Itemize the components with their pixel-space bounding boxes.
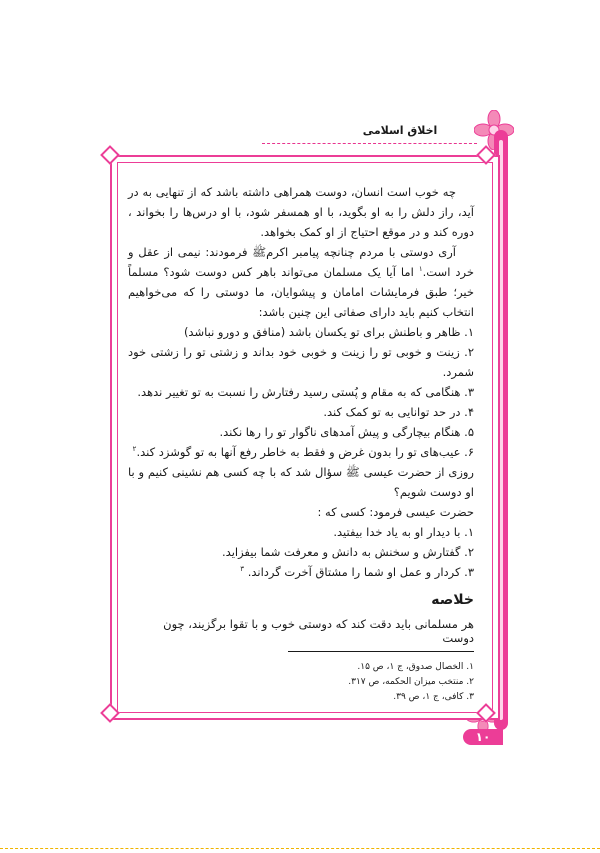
footnote-marker: ۲ [132,445,137,454]
list-item: ۲. گفتارش و سخنش به دانش و معرفت شما بیفزاید. [222,545,474,559]
footnote: ۳. کافی، ج ۱، ص ۳۹. [393,692,474,702]
list-item: ۱. با دیدار او به یاد خدا بیفتید. [333,525,474,539]
paragraph: روزی از حضرت عیسی ﷺ سؤال شد که با چه کسی هم نشینی کنیم و با او دوست شویم؟ [128,465,474,499]
paragraph: حضرت عیسی فرمود: کسی که : [317,505,474,519]
list-item: ۴. در حد توانایی به تو کمک کند. [323,405,474,419]
body-text [128,182,474,582]
footnote: ۱. الخصال صدوق، ج ۱، ص ۱۵. [357,662,474,672]
list-item: ۶. عیب‌های تو را بدون غرض و فقط به خاطر رفع آنها به تو گوشزد کند.$^۲$ [132,445,474,459]
footnote-divider [288,651,474,652]
footnotes [250,660,474,705]
bottom-border-line [0,848,600,849]
paragraph: چه خوب است انسان، دوست همراهی داشته باشد که از تنهایی به در آید، راز دلش را به او بگوید، با او همسفر شود، با او درس‌ها را بخواند ، دوره کند و در موقع احتیاج از او کمک بخواهد. [128,185,474,239]
footnote: ۲. منتخب میزان الحکمه، ص ۳۱۷. [348,677,474,687]
summary-text: هر مسلمانی باید دقت کند که دوستی خوب و با تقوا برگزیند، چون دوست [163,617,474,645]
paragraph: آری دوستی با مردم چنانچه پیامبر اکرمﷺ فرمودند: نیمی از عقل و خرد است.$^۱$ اما آیا یک مسلمان می‌تواند باهر کس دوست شود؟ مسلماً خیر؛ طبق فرمایشات امامان و پیشوایان، ما دوستی را که می‌خواهیم انتخاب کنیم باید دارای صفاتی این چنین باشد: [128,245,475,319]
list-item: ۳. کردار و عمل او شما را مشتاق آخرت گرداند. $^۳$ [240,565,474,579]
section-heading-summary: خلاصه [431,592,474,608]
footnote-marker: ۳ [240,565,245,574]
list-item: ۲. زینت و خوبی تو را زینت و خوبی خود بداند و زشتی تو را زشتی خود شمرد. [128,345,474,379]
page-header-title: اخلاق اسلامی [362,124,438,137]
list-item: ۳. هنگامی که به مقام و پُستی رسید رفتارش را نسبت به تو تغییر ندهد. [137,385,474,399]
page-number: ۱۰ [463,729,503,745]
footnote-marker: ۱ [418,265,423,274]
list-item: ۵. هنگام بیچارگی و پیش آمدهای ناگوار تو را رها نکند. [219,425,474,439]
list-item: ۱. ظاهر و باطنش برای تو یکسان باشد (منافق و دورو نباشد) [183,325,474,339]
header-divider [262,143,477,144]
